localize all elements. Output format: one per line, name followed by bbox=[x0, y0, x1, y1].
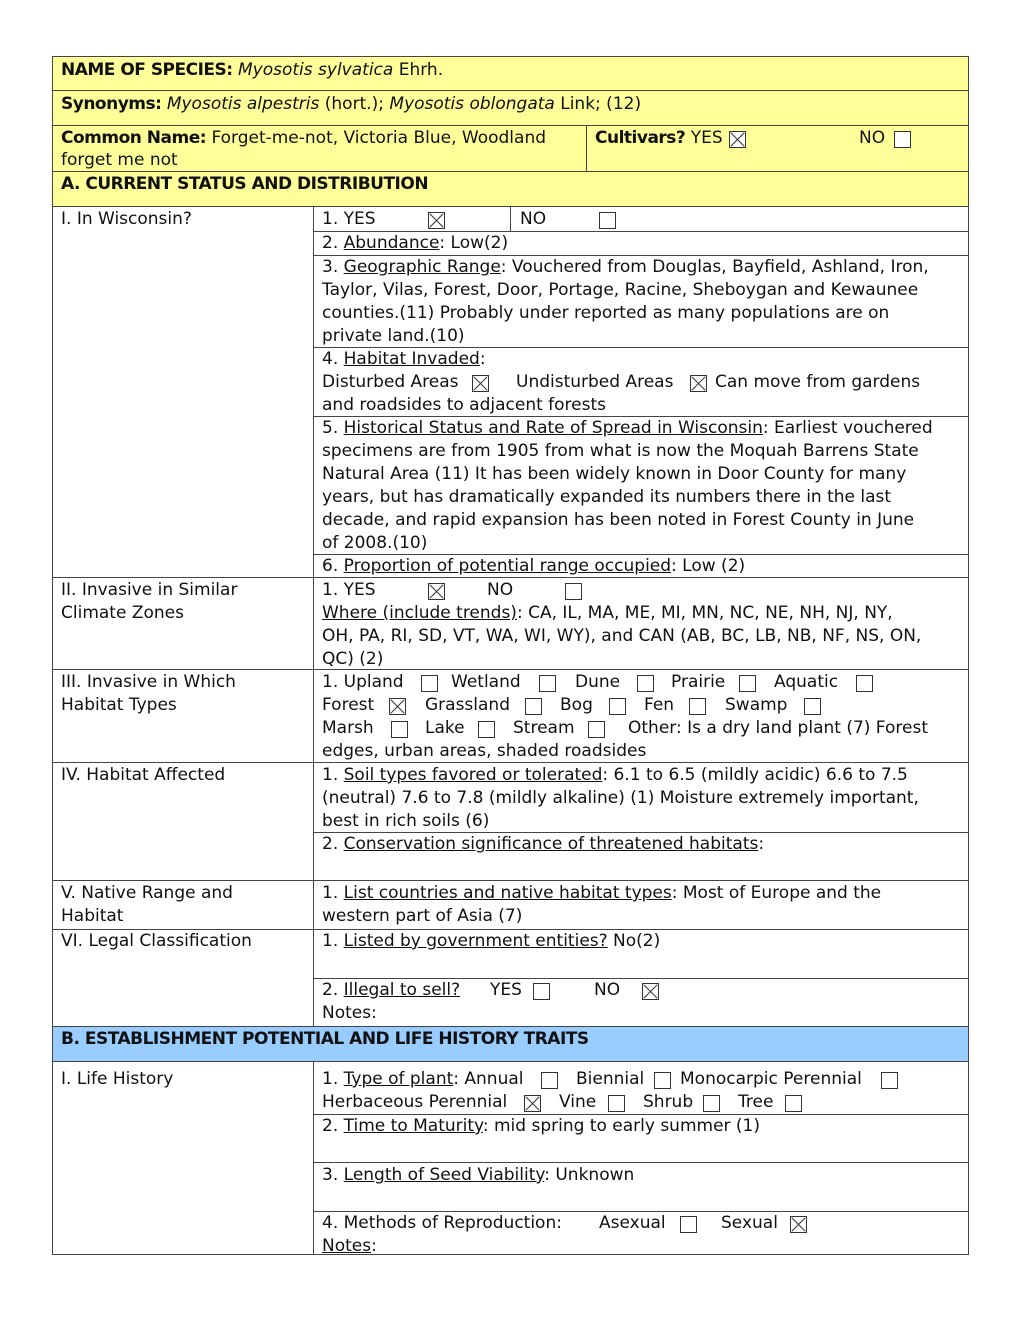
tree-label: Tree bbox=[738, 1092, 774, 1112]
section-b-title: B. ESTABLISHMENT POTENTIAL AND LIFE HISTORY TRAITS bbox=[61, 1029, 589, 1049]
legal-classification-row bbox=[52, 930, 969, 1027]
in-wisconsin-row bbox=[52, 207, 969, 578]
dune-label: Dune bbox=[575, 672, 621, 692]
synonym-2-rest: Link; (12) bbox=[560, 94, 642, 114]
seed-viability-item: 3. Length of Seed Viability: Unknown bbox=[322, 1165, 635, 1185]
cultivars-label: Cultivars? bbox=[595, 128, 686, 148]
common-name-row bbox=[52, 126, 969, 172]
other-habitat-line1: Other: Is a dry land plant (7) Forest bbox=[628, 718, 928, 738]
where-label: Where (include trends) bbox=[322, 603, 517, 623]
sexual-checkbox[interactable] bbox=[790, 1216, 807, 1233]
abundance-label: Abundance bbox=[343, 233, 440, 253]
habitat-types-label-1: III. Invasive in Which bbox=[61, 672, 236, 692]
soil-types-label: Soil types favored or tolerated bbox=[343, 765, 603, 785]
similar-yes-checkbox[interactable] bbox=[428, 583, 445, 600]
shrub-label: Shrub bbox=[643, 1092, 694, 1112]
shrub-checkbox[interactable] bbox=[703, 1095, 720, 1112]
illegal-label: Illegal to sell? bbox=[343, 980, 461, 1000]
synonyms-row bbox=[52, 91, 969, 126]
habitat-types-label-2: Habitat Types bbox=[61, 695, 177, 715]
section-a-title: A. CURRENT STATUS AND DISTRIBUTION bbox=[61, 174, 429, 194]
native-range-row bbox=[52, 881, 969, 930]
common-name-line2: forget me not bbox=[61, 150, 178, 170]
similar-yes-label: 1. YES bbox=[322, 580, 376, 600]
section-a-header bbox=[52, 172, 969, 207]
synonym-1-rest: (hort.); bbox=[324, 94, 384, 114]
native-list-item: 1. List countries and native habitat types: Most of Europe and the bbox=[322, 883, 882, 903]
native-range-label-2: Habitat bbox=[61, 906, 124, 926]
wisconsin-yes-checkbox[interactable] bbox=[428, 212, 445, 229]
historical-status-item: 5. Historical Status and Rate of Spread in Wisconsin: Earliest vouchered bbox=[322, 418, 933, 438]
bog-checkbox[interactable] bbox=[609, 698, 626, 715]
soil-line2: (neutral) 7.6 to 7.8 (mildly alkaline) (1) Moisture extremely important, bbox=[322, 788, 919, 808]
illegal-item: 2. Illegal to sell? bbox=[322, 980, 461, 1000]
species-name-row bbox=[52, 56, 969, 91]
asexual-checkbox[interactable] bbox=[680, 1216, 697, 1233]
upland-label: 1. Upland bbox=[322, 672, 404, 692]
biennial-checkbox[interactable] bbox=[654, 1072, 671, 1089]
conservation-label: Conservation significance of threatened habitats bbox=[343, 834, 759, 854]
historical-line3: Natural Area (11) It has been widely known in Door County for many bbox=[322, 464, 907, 484]
section-b-header bbox=[52, 1027, 969, 1062]
illegal-no-checkbox[interactable] bbox=[642, 983, 659, 1000]
habitat-invaded-item: 4. Habitat Invaded: bbox=[322, 349, 486, 369]
herbaceous-checkbox[interactable] bbox=[524, 1095, 541, 1112]
annual-checkbox[interactable] bbox=[541, 1072, 558, 1089]
legal-classification-label: VI. Legal Classification bbox=[61, 931, 252, 951]
sexual-label: Sexual bbox=[721, 1213, 778, 1233]
legal-notes-label: Notes: bbox=[322, 1003, 377, 1023]
cultivars-no-checkbox[interactable] bbox=[894, 131, 911, 148]
in-wisconsin-label: I. In Wisconsin? bbox=[61, 209, 192, 229]
grassland-label: Grassland bbox=[425, 695, 510, 715]
undisturbed-areas-label: Undisturbed Areas bbox=[516, 372, 674, 392]
proportion-range-item: 6. Proportion of potential range occupied: Low (2) bbox=[322, 556, 746, 576]
habitat-types-row bbox=[52, 670, 969, 763]
native-line2: western part of Asia (7) bbox=[322, 906, 523, 926]
listed-item: 1. Listed by government entities? No(2) bbox=[322, 931, 661, 951]
stream-checkbox[interactable] bbox=[588, 721, 605, 738]
fen-checkbox[interactable] bbox=[689, 698, 706, 715]
biennial-label: Biennial bbox=[576, 1069, 645, 1089]
historical-line5: decade, and rapid expansion has been noted in Forest County in June bbox=[322, 510, 915, 530]
forest-checkbox[interactable] bbox=[389, 698, 406, 715]
bog-label: Bog bbox=[560, 695, 593, 715]
geographic-range-line2: Taylor, Vilas, Forest, Door, Portage, Racine, Sheboygan and Kewaunee bbox=[322, 280, 919, 300]
marsh-checkbox[interactable] bbox=[391, 721, 408, 738]
plant-type-item: 1. Type of plant: Annual bbox=[322, 1069, 524, 1089]
wisconsin-yes-label: 1. YES bbox=[322, 209, 376, 229]
habitat-invaded-label: Habitat Invaded bbox=[343, 349, 480, 369]
listed-label: Listed by government entities? bbox=[343, 931, 608, 951]
historical-status-label: Historical Status and Rate of Spread in Wisconsin bbox=[343, 418, 763, 438]
historical-line2: specimens are from 1905 from what is now the Moquah Barrens State bbox=[322, 441, 919, 461]
species-label: NAME OF SPECIES: bbox=[61, 60, 233, 80]
wetland-label: Wetland bbox=[451, 672, 521, 692]
species-name: Myosotis sylvatica bbox=[238, 60, 394, 80]
asexual-label: Asexual bbox=[599, 1213, 666, 1233]
plant-type-label: Type of plant bbox=[343, 1069, 454, 1089]
cultivars-no-label: NO bbox=[859, 128, 886, 148]
life-history-label: I. Life History bbox=[61, 1069, 174, 1089]
common-name-line1: Forget-me-not, Victoria Blue, Woodland bbox=[211, 128, 547, 148]
native-list-label: List countries and native habitat types bbox=[343, 883, 672, 903]
life-history-row bbox=[52, 1062, 969, 1255]
historical-line6: of 2008.(10) bbox=[322, 533, 428, 553]
illegal-yes-label: YES bbox=[490, 980, 522, 1000]
similar-climate-label-2: Climate Zones bbox=[61, 603, 184, 623]
soil-line3: best in rich soils (6) bbox=[322, 811, 490, 831]
proportion-range-label: Proportion of potential range occupied bbox=[343, 556, 672, 576]
disturbed-areas-checkbox[interactable] bbox=[472, 375, 489, 392]
geographic-range-line4: private land.(10) bbox=[322, 326, 465, 346]
tree-checkbox[interactable] bbox=[785, 1095, 802, 1112]
disturbed-areas-label: Disturbed Areas bbox=[322, 372, 459, 392]
geographic-range-label: Geographic Range bbox=[343, 257, 501, 277]
synonyms-label: Synonyms: bbox=[61, 94, 162, 114]
common-name-label: Common Name: bbox=[61, 128, 207, 148]
habitat-affected-label: IV. Habitat Affected bbox=[61, 765, 226, 785]
herbaceous-label: Herbaceous Perennial bbox=[322, 1092, 508, 1112]
soil-types-item: 1. Soil types favored or tolerated: 6.1 to 6.5 (mildly acidic) 6.6 to 7.5 bbox=[322, 765, 908, 785]
maturity-label: Time to Maturity bbox=[343, 1116, 483, 1136]
aquatic-label: Aquatic bbox=[774, 672, 839, 692]
marsh-label: Marsh bbox=[322, 718, 374, 738]
where-line2: OH, PA, RI, SD, VT, WA, WI, WY), and CAN (AB, BC, LB, NB, NF, NS, ON, bbox=[322, 626, 922, 646]
aquatic-checkbox[interactable] bbox=[856, 675, 873, 692]
vine-checkbox[interactable] bbox=[608, 1095, 625, 1112]
cultivars-yes-label: YES bbox=[690, 128, 723, 148]
upland-checkbox[interactable] bbox=[421, 675, 438, 692]
reproduction-notes: Notes: bbox=[322, 1236, 377, 1256]
habitat-affected-row bbox=[52, 763, 969, 881]
similar-climate-label-1: II. Invasive in Similar bbox=[61, 580, 238, 600]
illegal-no-label: NO bbox=[594, 980, 621, 1000]
swamp-label: Swamp bbox=[725, 695, 788, 715]
where-line3: QC) (2) bbox=[322, 649, 384, 669]
habitat-note-line2: and roadsides to adjacent forests bbox=[322, 395, 607, 415]
reproduction-label: 4. Methods of Reproduction: bbox=[322, 1213, 562, 1233]
dune-checkbox[interactable] bbox=[637, 675, 654, 692]
historical-line4: years, but has dramatically expanded its numbers there in the last bbox=[322, 487, 892, 507]
synonym-1: Myosotis alpestris bbox=[166, 94, 320, 114]
lake-label: Lake bbox=[425, 718, 465, 738]
similar-no-checkbox[interactable] bbox=[565, 583, 582, 600]
grassland-checkbox[interactable] bbox=[525, 698, 542, 715]
abundance-value: : Low(2) bbox=[439, 233, 509, 253]
other-habitat-line2: edges, urban areas, shaded roadsides bbox=[322, 741, 647, 761]
monocarpic-label: Monocarpic Perennial bbox=[680, 1069, 862, 1089]
geographic-range-item: 3. Geographic Range: Vouchered from Douglas, Bayfield, Ashland, Iron, bbox=[322, 257, 929, 277]
where-item: Where (include trends): CA, IL, MA, ME, MI, MN, NC, NE, NH, NJ, NY, bbox=[322, 603, 893, 623]
stream-label: Stream bbox=[513, 718, 575, 738]
monocarpic-checkbox[interactable] bbox=[881, 1072, 898, 1089]
maturity-item: 2. Time to Maturity: mid spring to early summer (1) bbox=[322, 1116, 761, 1136]
fen-label: Fen bbox=[644, 695, 675, 715]
prairie-label: Prairie bbox=[671, 672, 726, 692]
wetland-checkbox[interactable] bbox=[539, 675, 556, 692]
wisconsin-no-checkbox[interactable] bbox=[599, 212, 616, 229]
prairie-checkbox[interactable] bbox=[739, 675, 756, 692]
undisturbed-areas-checkbox[interactable] bbox=[690, 375, 707, 392]
synonym-2: Myosotis oblongata bbox=[389, 94, 555, 114]
forest-label: Forest bbox=[322, 695, 375, 715]
seed-viability-label: Length of Seed Viability bbox=[343, 1165, 545, 1185]
cultivars-yes-checkbox[interactable] bbox=[729, 131, 746, 148]
swamp-checkbox[interactable] bbox=[804, 698, 821, 715]
geographic-range-line3: counties.(11) Probably under reported as many populations are on bbox=[322, 303, 890, 323]
native-range-label-1: V. Native Range and bbox=[61, 883, 233, 903]
species-author: Ehrh. bbox=[398, 60, 444, 80]
illegal-yes-checkbox[interactable] bbox=[533, 983, 550, 1000]
habitat-note-line1: Can move from gardens bbox=[715, 372, 921, 392]
conservation-item: 2. Conservation significance of threatened habitats: bbox=[322, 834, 765, 854]
wisconsin-no-label: NO bbox=[520, 209, 547, 229]
abundance-item: 2. Abundance: Low(2) bbox=[322, 233, 509, 253]
lake-checkbox[interactable] bbox=[478, 721, 495, 738]
vine-label: Vine bbox=[559, 1092, 597, 1112]
similar-climate-row bbox=[52, 578, 969, 670]
similar-no-label: NO bbox=[487, 580, 514, 600]
